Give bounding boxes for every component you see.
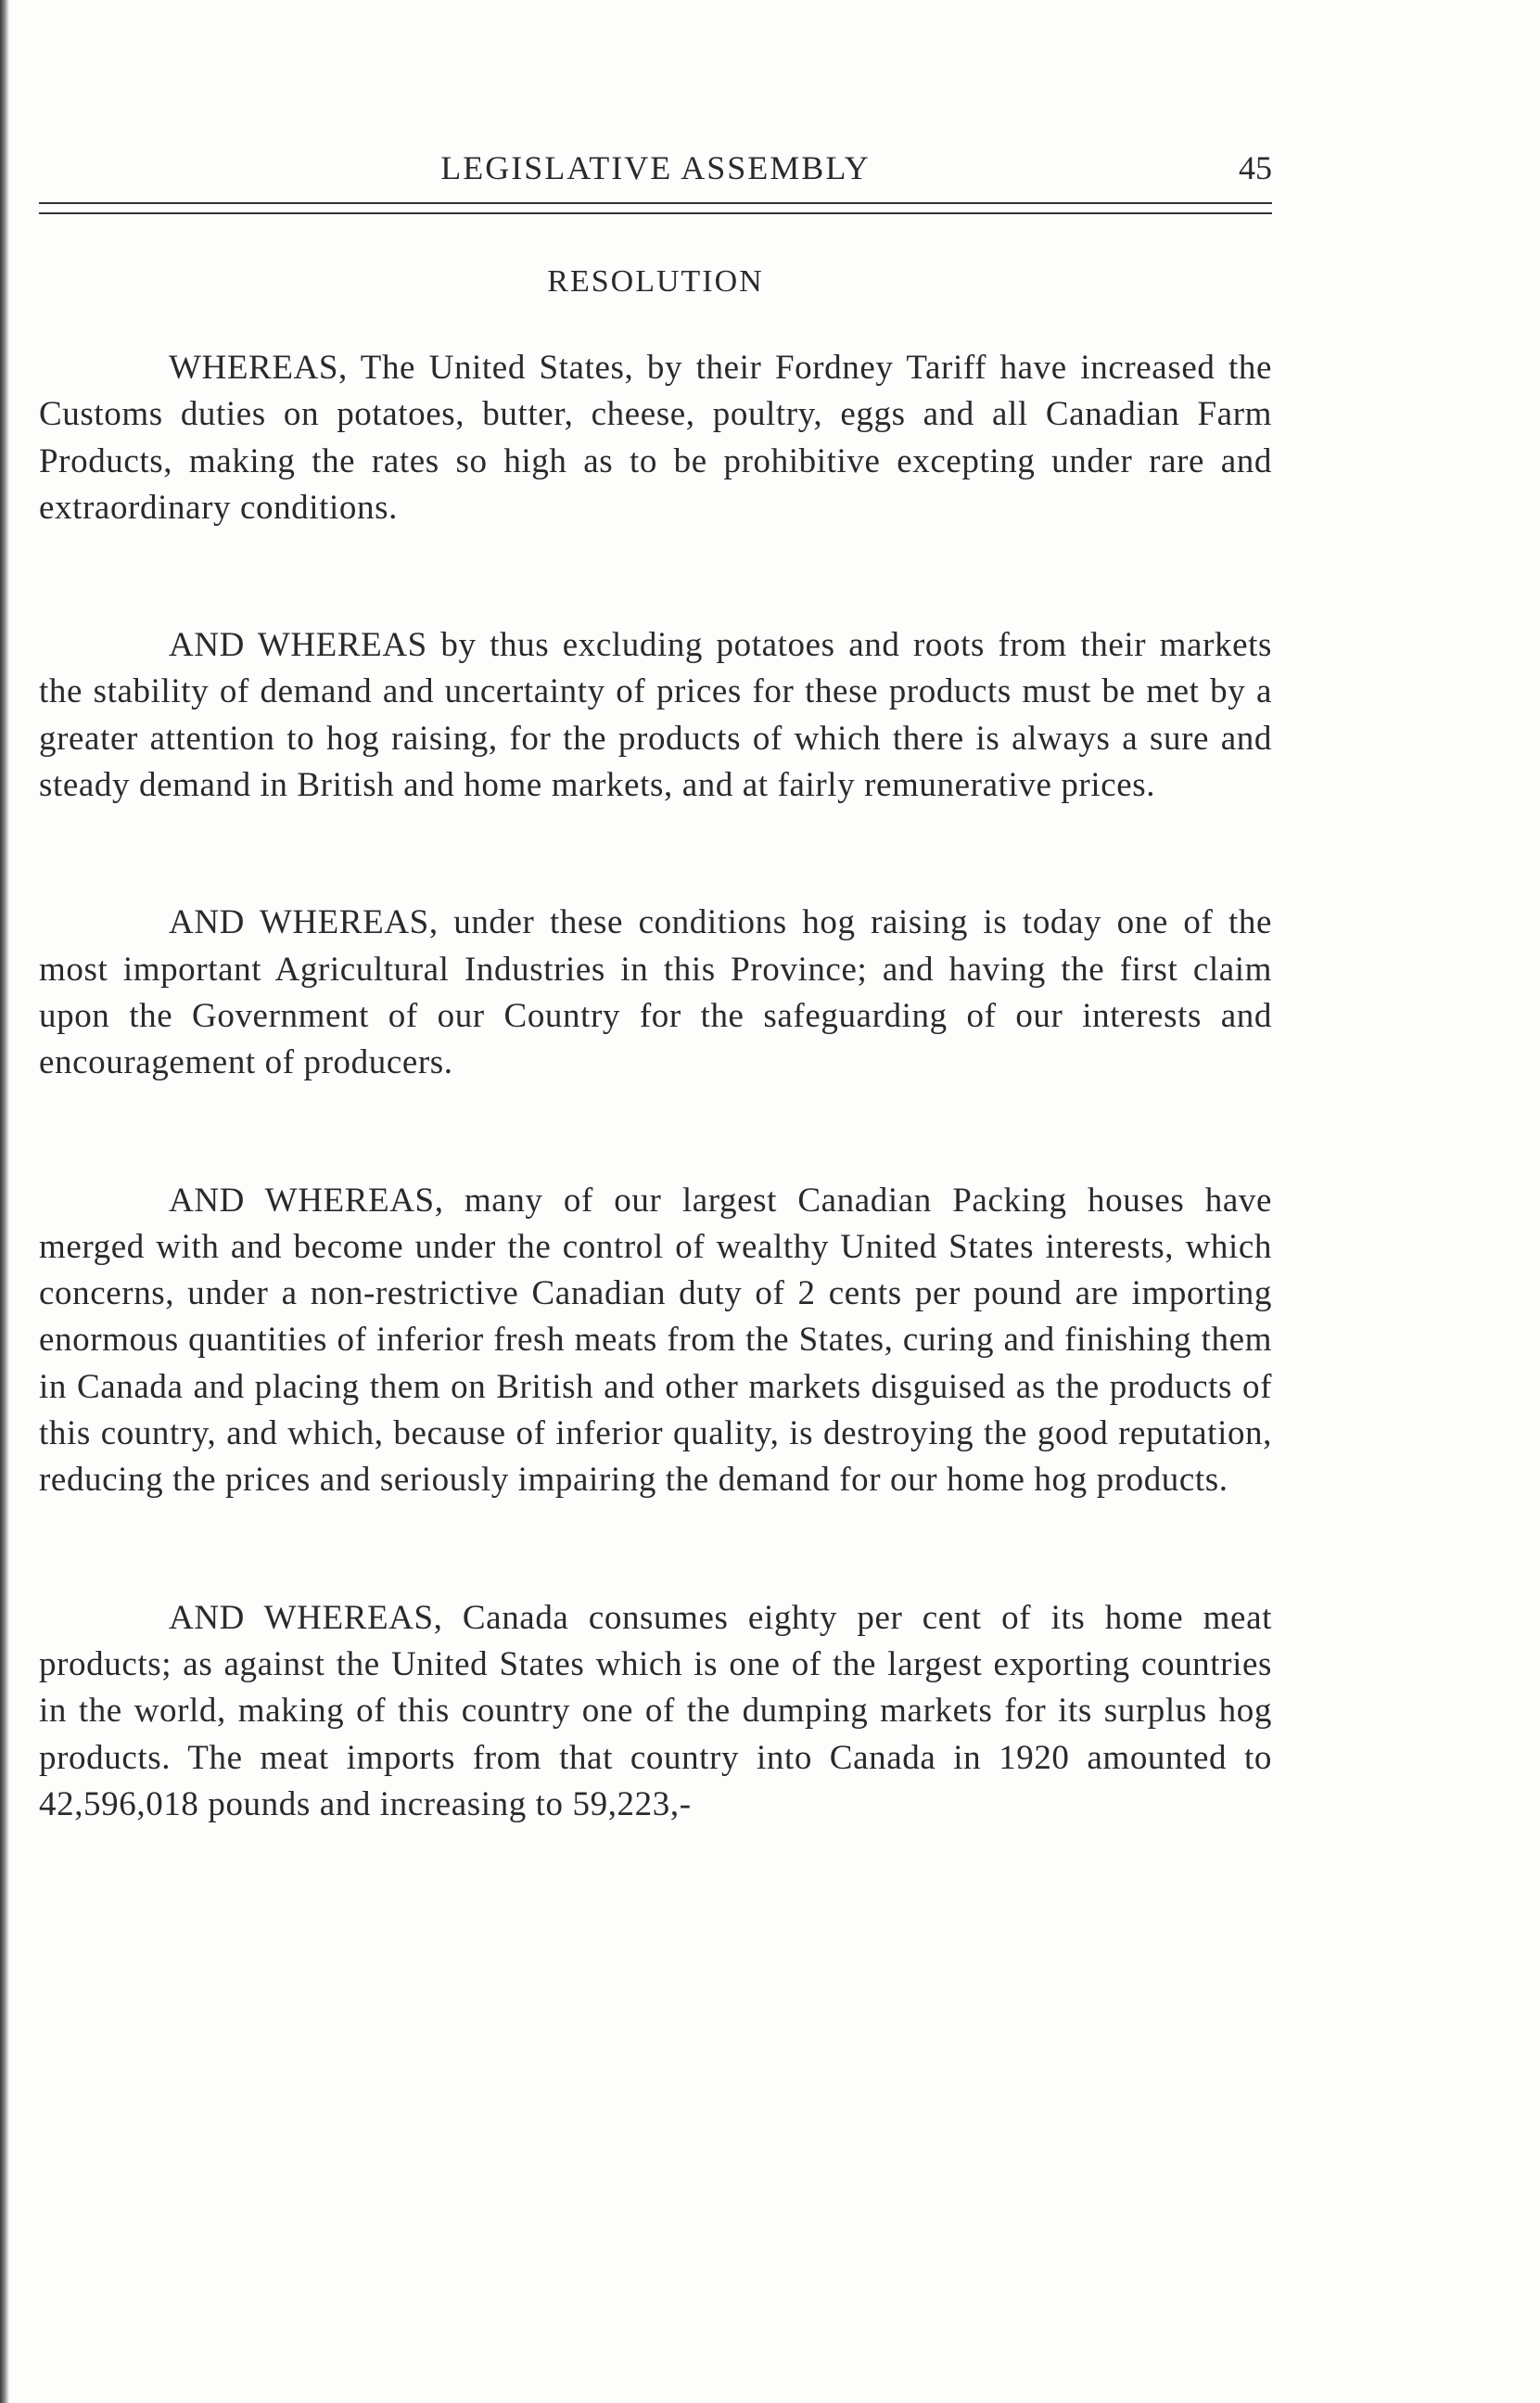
running-title: LEGISLATIVE ASSEMBLY — [440, 149, 871, 186]
section-heading: RESOLUTION — [547, 264, 764, 299]
paragraph: AND WHEREAS by thus excluding potatoes and roots from their markets the stability of demand and uncertainty of prices for these products must be met by a greater attention to hog raising, for the products of which there is always a sure and steady demand in British and home markets, and at fairly remunerative prices. — [39, 626, 1272, 805]
paragraph: AND WHEREAS, under these conditions hog raising is today one of the most important Agricultural Industries in this Province; and having the first claim upon the Government of our Country for the safeguarding of our interests and encouragement of producers. — [39, 903, 1272, 1082]
paragraph: WHEREAS, The United States, by their Fordney Tariff have increased the Customs duties on potatoes, butter, cheese, poultry, eggs and all Canadian Farm Products, making the rates so high as to be prohibitive excepting under rare and extraordinary conditions. — [39, 349, 1272, 527]
running-header — [39, 148, 1272, 195]
paragraph: AND WHEREAS, many of our largest Canadian Packing houses have merged with and become under the control of wealthy United States interests, which concerns, under a non-restrictive Canadian duty of 2 cents per pound are importing enormous quantities of inferior fresh meats from the States, curing and finishing them in Canada and placing them on British and other markets disguised as the products of this country, and which, because of inferior quality, is destroying the good reputation, reducing the prices and seriously impairing the demand for our home hog products. — [39, 1181, 1272, 1500]
page-number: 45 — [1239, 149, 1272, 186]
page-edge-shadow — [0, 0, 9, 2403]
header-rule-top — [39, 202, 1272, 204]
resolution-body — [39, 345, 1272, 1919]
header-rule-bottom — [39, 212, 1272, 214]
document-page — [39, 0, 1272, 2403]
paragraph: AND WHEREAS, Canada consumes eighty per cent of its home meat products; as against the United States which is one of the largest exporting countries in the world, making of this country one of the dumping markets for its surplus hog products. The meat imports from that country into Canada in 1920 amounted to 42,596,018 pounds and increasing to 59,223,- — [39, 1598, 1272, 1823]
